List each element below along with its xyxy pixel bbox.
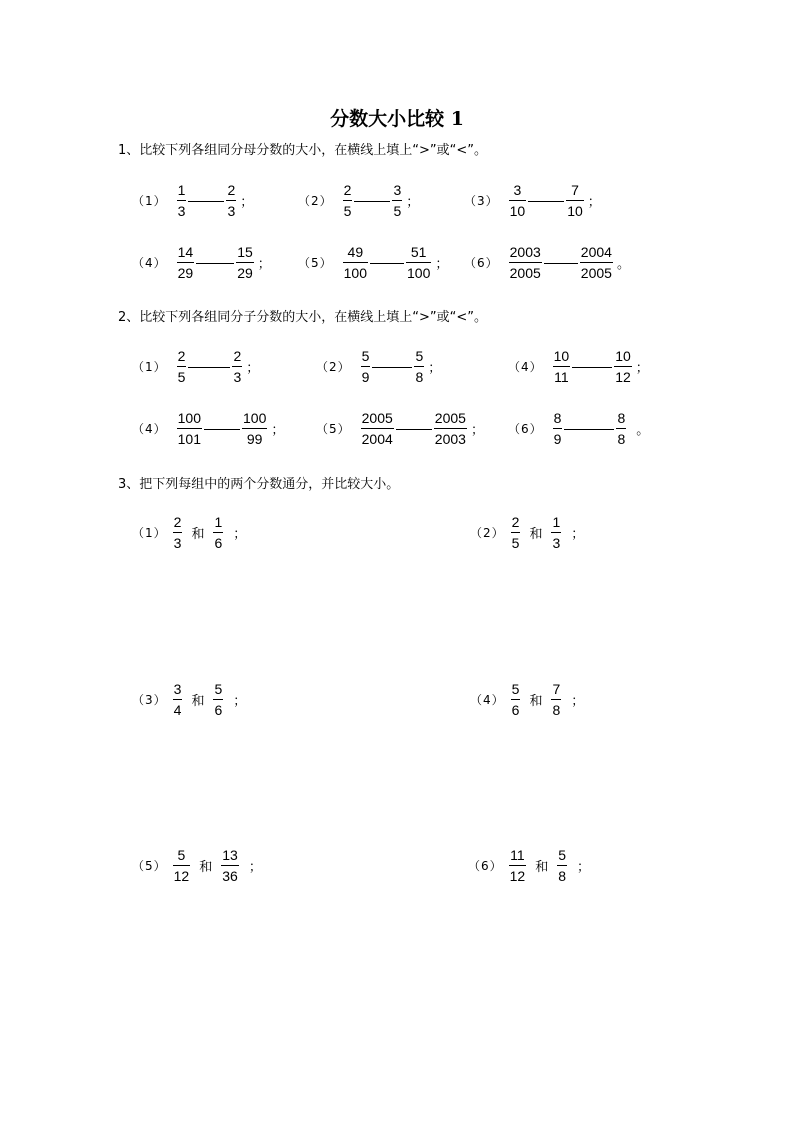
problem-label: （6） <box>508 422 543 436</box>
fraction-left: $\frac{10}{11}$ <box>553 348 570 385</box>
fraction-left: $\frac{2005}{2004}$ <box>361 410 393 447</box>
s3-problem-1: （1） $\frac{2}{3}$ 和 $\frac{1}{6}$ ； <box>132 514 247 551</box>
s3-problem-6: （6） $\frac{11}{12}$ 和 $\frac{5}{8}$ ； <box>468 847 591 884</box>
s2-problem-1: （1） $\frac{2}{5}$ $\frac{2}{3}$ ； <box>132 348 260 385</box>
fraction-left: $\frac{2}{5}$ <box>343 182 352 219</box>
s2-problem-6: （6） $\frac{8}{9}$ $\frac{8}{8}$ 。 <box>508 410 650 447</box>
fraction-right: $\frac{2}{3}$ <box>233 348 242 385</box>
s3-problem-3: （3） $\frac{3}{4}$ 和 $\frac{5}{6}$ ； <box>132 681 247 718</box>
fraction-left: $\frac{5}{12}$ <box>173 847 190 884</box>
problem-label: （2） <box>470 526 505 540</box>
problem-label: （4） <box>132 256 167 270</box>
answer-blank[interactable] <box>396 429 432 431</box>
answer-blank[interactable] <box>564 429 614 431</box>
answer-blank[interactable] <box>572 367 612 369</box>
answer-blank[interactable] <box>354 201 390 203</box>
answer-blank[interactable] <box>204 429 240 431</box>
fraction-right: $\frac{1}{3}$ <box>552 514 561 551</box>
connector: 和 <box>199 860 213 875</box>
answer-blank[interactable] <box>196 263 234 265</box>
s1-problem-6: （6） $\frac{2003}{2005}$ $\frac{2004}{2005}$ 。 <box>464 244 630 281</box>
problem-label: （6） <box>468 859 503 873</box>
problem-label: （4） <box>470 693 505 707</box>
s2-problem-5: （5） $\frac{2005}{2004}$ $\frac{2005}{2003}$ ； <box>316 410 484 447</box>
fraction-left: $\frac{2}{3}$ <box>173 514 182 551</box>
answer-blank[interactable] <box>188 367 230 369</box>
problem-label: （1） <box>132 194 167 208</box>
fraction-left: $\frac{3}{10}$ <box>509 182 526 219</box>
fraction-left: $\frac{14}{29}$ <box>177 244 194 281</box>
fraction-left: $\frac{8}{9}$ <box>553 410 562 447</box>
s1-problem-3: （3） $\frac{3}{10}$ $\frac{7}{10}$ ； <box>464 182 601 219</box>
answer-blank[interactable] <box>370 263 404 265</box>
fraction-right: $\frac{100}{99}$ <box>243 410 267 447</box>
problem-label: （1） <box>132 526 167 540</box>
fraction-left: $\frac{11}{12}$ <box>509 847 526 884</box>
s3-problem-5: （5） $\frac{5}{12}$ 和 $\frac{13}{36}$ ； <box>132 847 262 884</box>
s1-problem-4: （4） $\frac{14}{29}$ $\frac{15}{29}$ ； <box>132 244 271 281</box>
fraction-right: $\frac{51}{100}$ <box>407 244 431 281</box>
fraction-left: $\frac{5}{6}$ <box>511 681 520 718</box>
problem-label: （3） <box>464 194 499 208</box>
fraction-right: $\frac{5}{8}$ <box>558 847 567 884</box>
fraction-right: $\frac{8}{8}$ <box>617 410 626 447</box>
fraction-left: $\frac{100}{101}$ <box>177 410 201 447</box>
problem-label: （4） <box>132 422 167 436</box>
connector: 和 <box>529 527 543 542</box>
problem-label: （5） <box>298 256 333 270</box>
s2-problem-4: （4） $\frac{100}{101}$ $\frac{100}{99}$ ； <box>132 410 285 447</box>
problem-label: （5） <box>132 859 167 873</box>
problem-label: （4） <box>508 360 543 374</box>
fraction-right: $\frac{7}{10}$ <box>567 182 583 219</box>
fraction-right: $\frac{2}{3}$ <box>227 182 236 219</box>
fraction-right: $\frac{2004}{2005}$ <box>580 244 612 281</box>
fraction-left: $\frac{2}{5}$ <box>511 514 520 551</box>
s2-problem-2: （2） $\frac{5}{9}$ $\frac{5}{8}$ ； <box>316 348 442 385</box>
problem-label: （2） <box>298 194 333 208</box>
connector: 和 <box>191 694 205 709</box>
fraction-right: $\frac{1}{6}$ <box>214 514 223 551</box>
s2-problem-3: （4） $\frac{10}{11}$ $\frac{10}{12}$ ； <box>508 348 649 385</box>
problem-label: （5） <box>316 422 351 436</box>
fraction-right: $\frac{5}{8}$ <box>415 348 424 385</box>
answer-blank[interactable] <box>544 263 578 265</box>
fraction-left: $\frac{5}{9}$ <box>361 348 370 385</box>
section-2-heading: 2、比较下列各组同分子分数的大小，在横线上填上“>”或“<”。 <box>118 310 487 325</box>
s3-problem-4: （4） $\frac{5}{6}$ 和 $\frac{7}{8}$ ； <box>470 681 585 718</box>
answer-blank[interactable] <box>188 201 224 203</box>
connector: 和 <box>191 527 205 542</box>
section-3-heading: 3、把下列每组中的两个分数通分，并比较大小。 <box>118 477 400 492</box>
fraction-left: $\frac{2003}{2005}$ <box>509 244 541 281</box>
answer-blank[interactable] <box>528 201 564 203</box>
s1-problem-5: （5） $\frac{49}{100}$ $\frac{51}{100}$ ； <box>298 244 449 281</box>
fraction-right: $\frac{13}{36}$ <box>222 847 238 884</box>
fraction-right: $\frac{2005}{2003}$ <box>434 410 466 447</box>
fraction-right: $\frac{7}{8}$ <box>552 681 561 718</box>
fraction-right: $\frac{3}{5}$ <box>393 182 402 219</box>
answer-blank[interactable] <box>372 367 412 369</box>
page-title: 分数大小比较 1 <box>330 108 464 130</box>
s1-problem-1: （1） $\frac{1}{3}$ $\frac{2}{3}$ ； <box>132 182 254 219</box>
problem-label: （2） <box>316 360 351 374</box>
fraction-right: $\frac{15}{29}$ <box>237 244 253 281</box>
fraction-left: $\frac{3}{4}$ <box>173 681 182 718</box>
fraction-left: $\frac{2}{5}$ <box>177 348 186 385</box>
s3-problem-2: （2） $\frac{2}{5}$ 和 $\frac{1}{3}$ ； <box>470 514 585 551</box>
section-1-heading: 1、比较下列各组同分母分数的大小，在横线上填上“>”或“<”。 <box>118 143 487 158</box>
connector: 和 <box>535 860 549 875</box>
fraction-left: $\frac{1}{3}$ <box>177 182 186 219</box>
fraction-left: $\frac{49}{100}$ <box>343 244 367 281</box>
s1-problem-2: （2） $\frac{2}{5}$ $\frac{3}{5}$ ； <box>298 182 420 219</box>
problem-label: （6） <box>464 256 499 270</box>
connector: 和 <box>529 694 543 709</box>
fraction-right: $\frac{5}{6}$ <box>214 681 223 718</box>
problem-label: （1） <box>132 360 167 374</box>
fraction-right: $\frac{10}{12}$ <box>615 348 631 385</box>
problem-label: （3） <box>132 693 167 707</box>
